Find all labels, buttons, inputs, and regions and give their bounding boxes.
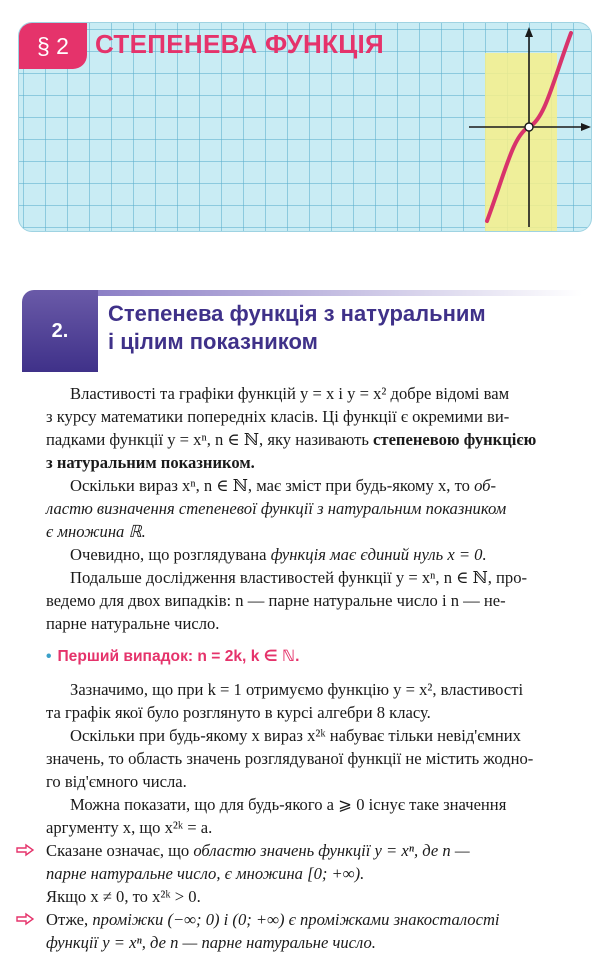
paragraph — [46, 793, 596, 839]
term-bold: степеневою функцією — [373, 430, 537, 449]
term-italic: об- — [474, 476, 497, 495]
subsection-number: 2. — [22, 290, 98, 372]
paragraph — [46, 543, 596, 566]
text-line: го від'ємного числа. — [46, 772, 187, 791]
text-line: Властивості та графіки функцій y = x і y = x² добре відомі вам — [70, 384, 510, 403]
term-italic: функції y = xⁿ, де n — парне натуральне число. — [46, 933, 376, 952]
section-badge: § 2 — [19, 23, 87, 69]
term-italic: областю значень функції y = xⁿ, де n — — [193, 841, 470, 860]
key-point-paragraph — [46, 839, 596, 908]
term-italic: є множина ℝ. — [46, 522, 146, 541]
text-run: Оскільки вираз xⁿ, n ∈ ℕ, має зміст при будь-якому x, то — [70, 476, 475, 495]
text-line: Оскільки при будь-якому x вираз x²ᵏ набуває тільки невід'ємних — [70, 726, 521, 745]
case-heading — [46, 645, 596, 668]
term-bold: з натуральним показником. — [46, 453, 255, 472]
text-line: аргументу x, що x²ᵏ = a. — [46, 818, 213, 837]
text-run: Отже, — [46, 910, 93, 929]
term-italic: функція має єдиний нуль x = 0. — [270, 545, 487, 564]
text-run: Очевидно, що розглядувана — [70, 545, 271, 564]
case-heading-text: Перший випадок: n = 2k, k ∈ ℕ. — [57, 648, 300, 665]
subsection-rule — [98, 290, 582, 296]
text-line: та графік якої було розглянуто в курсі алгебри 8 класу. — [46, 703, 431, 722]
paragraph — [46, 724, 596, 793]
text-line: парне натуральне число. — [46, 614, 220, 633]
graph-origin-point — [525, 123, 533, 131]
text-line: ведемо для двох випадків: n — парне натуральне число і n — не- — [46, 591, 506, 610]
subsection-heading — [22, 290, 582, 372]
term-italic: ластю визначення степеневої функції з натуральним показником — [46, 499, 507, 518]
paragraph — [46, 382, 596, 474]
text-line: Зазначимо, що при k = 1 отримуємо функцію y = x², властивості — [70, 680, 524, 699]
paragraph — [46, 474, 596, 543]
text-line: значень, то область значень розглядуваної функції не містить жодно- — [46, 749, 534, 768]
subsection-title — [108, 300, 578, 356]
subsection-title-line: і цілим показником — [108, 329, 318, 354]
text-line — [46, 543, 596, 566]
term-italic: проміжки (−∞; 0) і (0; +∞) є проміжками знакосталості — [92, 910, 500, 929]
graph-x-arrow — [581, 123, 591, 131]
text-line: Можна показати, що для будь-якого a ⩾ 0 існує таке значення — [70, 795, 507, 814]
text-line: Якщо x ≠ 0, то x²ᵏ > 0. — [46, 887, 201, 906]
chapter-banner — [18, 22, 592, 232]
pointing-hand-icon — [16, 911, 34, 927]
bullet-dot-icon: • — [46, 648, 52, 665]
text-line: з курсу математики попередніх класів. Ці функції є окремими ви- — [46, 407, 510, 426]
text-line — [46, 474, 596, 497]
text-line — [46, 908, 596, 931]
text-line — [46, 839, 596, 862]
text-run: Сказане означає, що — [46, 841, 194, 860]
paragraph — [46, 566, 596, 635]
graph-y-arrow — [525, 27, 533, 37]
text-run: падками функції y = xⁿ, n ∈ ℕ, яку називають — [46, 430, 374, 449]
term-italic: парне натуральне число, є множина [0; +∞). — [46, 864, 365, 883]
text-line — [46, 428, 596, 451]
pointing-hand-icon — [16, 842, 34, 858]
page-body — [46, 382, 596, 954]
section-title: СТЕПЕНЕВА ФУНКЦІЯ — [95, 29, 385, 59]
text-line: Подальше дослідження властивостей функції y = xⁿ, n ∈ ℕ, про- — [70, 568, 528, 587]
key-point-paragraph — [46, 908, 596, 954]
paragraph — [46, 678, 596, 724]
subsection-title-line: Степенева функція з натуральним — [108, 301, 486, 326]
